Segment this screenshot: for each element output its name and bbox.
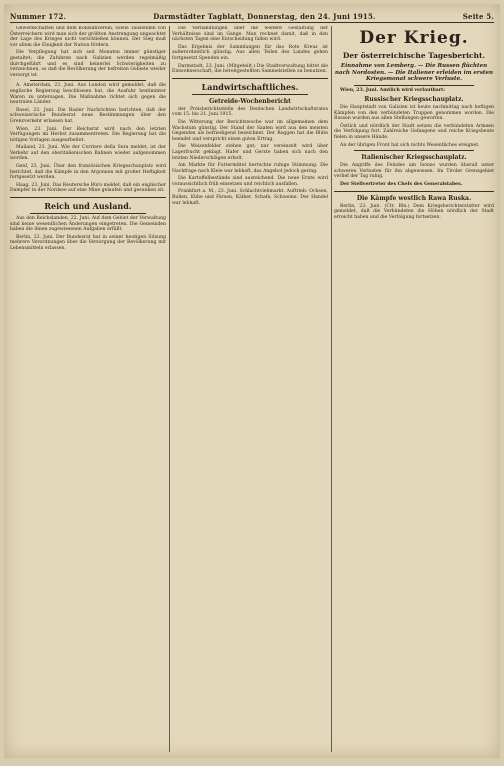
war-summary: Einnahme von Lemberg. — Die Russen flüchten nach Nordosten. — Die Italiener erleiden im ersten Kriegsmonat schwere Verluste.: [335, 63, 493, 82]
divider: [354, 150, 474, 151]
article-paragraph: Am Markte für Futtermittel herrschte ruhige Stimmung. Die Nachfrage nach Kleie war lebhaft, das Angebot jedoch gering.: [172, 163, 328, 174]
article-paragraph: Die Angriffe des Feindes am Isonzo wurden überall unter schweren Verlusten für ihn abgewiesen. Im Tiroler Grenzgebiet verlief der Tag ruhig.: [334, 163, 494, 180]
divider: [30, 213, 146, 214]
article-paragraph: Gewerkschaften und dem Konsumverein, sowie Tausenden von Österreichern wird man sich der größten Anstrengung ungeachtet der Lage des Krieges nicht verschließen können. Der Sieg muß vor allem die Einigkeit der Nation fördern.: [10, 26, 166, 48]
column-rule: [169, 26, 170, 752]
article-paragraph: der Preisberichtsstelle des Deutschen Landwirtschaftsrates vom 15. bis 21. Juni 1915.: [172, 106, 328, 118]
article-paragraph: Basel, 23. Juni. Die Basler Nachrichten berichten, daß der schweizerische Bundesrat neue Bestimmungen über den Grenzverkehr erlassen hat.: [10, 107, 166, 124]
dateline: Wien, 23. Juni. Amtlich wird verlautbart:: [340, 87, 445, 93]
war-headline: Der Krieg.: [359, 28, 469, 48]
page-number: Seite 5.: [462, 11, 494, 21]
section-heading: Reich und Ausland.: [44, 201, 132, 212]
article-paragraph: Das Ergebnis der Sammlungen für das Rote Kreuz ist außerordentlich günstig. Aus allen Teilen des Landes gehen fortgesetzt Spenden ein.: [172, 44, 328, 61]
divider: [30, 80, 146, 81]
section-subheading: Italienischer Kriegsschauplatz.: [361, 154, 467, 162]
article-paragraph: Berlin, 23. Juni. (Ctr. Bln.) Dem Kriegsberichterstatter wird gemeldet, daß die Verbündeten die Höhen nördlich der Stadt erreicht haben und die Verfolgung fortsetzen.: [334, 203, 494, 220]
article-paragraph: Die Verpflegung hat sich seit Monaten immer günstiger gestaltet; die Zufuhren nach Galizien werden regelmäßig durchgeführt und es sind keinerlei Schwierigkeiten zu verzeichnen, so daß die Bevölkerung der befreiten Gebiete wieder versorgt ist.: [10, 50, 166, 78]
issue-number: Nummer 172.: [10, 11, 67, 21]
newspaper-page: [4, 4, 500, 758]
article-paragraph: Genf, 23. Juni. Über den französischen Kriegsschauplatz wird berichtet, daß die Kämpfe in den Argonnen mit großer Heftigkeit fortgesetzt werden.: [10, 164, 166, 181]
article-paragraph: Die Verhandlungen über die weitere Gestaltung der Verhältnisse sind im Gange. Man rechnet damit, daß in den nächsten Tagen eine Entscheidung fallen wird.: [172, 26, 328, 43]
divider: [172, 78, 328, 79]
section-subheading: Getreide-Wochenbericht: [209, 97, 291, 105]
section-subheading: Die Kämpfe westlich Rawa Ruska.: [356, 194, 472, 202]
article-paragraph: A. Amsterdam, 23. Juni. Aus London wird gemeldet, daß die englische Regierung beschlossen hat, die Ausfuhr bestimmter Waren zu untersagen. Die Maßnahme richtet sich gegen die neutralen Länder.: [10, 83, 166, 106]
divider: [334, 191, 494, 192]
divider: [354, 85, 474, 86]
article-paragraph: Östlich und nördlich der Stadt setzen die verbündeten Armeen die Verfolgung fort. Zahlreiche Gefangene und reiche Kriegsbeute fielen in unsere Hände.: [334, 123, 494, 141]
article-paragraph: Berlin, 23. Juni. Der Bundesrat hat in seiner heutigen Sitzung mehrere Verordnungen über die Versorgung der Bevölkerung mit Lebensmitteln erlassen.: [10, 234, 166, 251]
article-paragraph: Darmstadt, 23. Juni. (Mitgeteilt.) Die Stadtverwaltung bittet die Einwohnerschaft, die bereitgestellten Sammelstellen zu benutzen.: [172, 63, 328, 75]
column-rule: [331, 26, 332, 752]
article-paragraph: Aus den Reichslanden, 22. Juni. Auf dem Gebiet der Verwaltung sind keine wesentlichen Änderungen eingetreten. Die Gemeinden haben die ihnen zugewiesenen Aufgaben erfüllt.: [10, 216, 166, 233]
masthead: [10, 10, 494, 23]
article-paragraph: Haag, 23. Juni. Das Reutersche Büro meldet, daß ein englischer Dampfer in der Nordsee auf eine Mine gelaufen und gesunken ist.: [10, 182, 166, 194]
article-paragraph: Frankfurt a. M., 23. Juni. Schlachtviehmarkt. Auftrieb: Ochsen, Bullen, Kühe und Färsen, Kälber, Schafe, Schweine. Der Handel war lebhaft.: [172, 189, 328, 206]
paper-title-date: Darmstädter Tagblatt, Donnerstag, den 24. Juni 1915.: [153, 11, 376, 21]
signature-line: Der Stellvertreter des Chefs des Generalstabes.: [340, 182, 463, 188]
article-paragraph: Wien, 23. Juni. Der Reichsrat wird nach den letzten Verfügungen im Herbst zusammentreten. Die Regierung hat die nötigen Vorlagen ausgearbeitet.: [10, 126, 166, 143]
column-1: [10, 26, 166, 752]
section-subheading: Russischer Kriegsschauplatz.: [364, 96, 464, 104]
column-3: [334, 26, 494, 752]
divider: [192, 94, 308, 95]
section-heading: Landwirtschaftliches.: [201, 81, 299, 92]
article-paragraph: Die Witterung der Berichtswoche war im allgemeinen dem Wachstum günstig. Der Stand der Saaten wird aus den meisten Gegenden als befriedigend bezeichnet. Der Roggen hat die Blüte beendet und verspricht einen guten Ertrag.: [172, 119, 328, 142]
article-paragraph: Die Kartoffelbestände sind ausreichend. Die neue Ernte wird voraussichtlich früh einsetzen und reichlich ausfallen.: [172, 176, 328, 187]
article-paragraph: Die Hauptstadt von Galizien ist heute nachmittag nach heftigen Kämpfen von den verbündeten Truppen genommen worden. Die Russen wurden aus allen Stellungen geworfen.: [334, 105, 494, 122]
war-deck: Der österreichische Tagesbericht.: [342, 51, 486, 60]
article-paragraph: Die Weizenfelder stehen gut; nur vereinzelt wird über Lagerfrucht geklagt. Hafer und Gerste haben sich nach den letzten Niederschlägen erholt.: [172, 144, 328, 161]
article-paragraph: An der übrigen Front hat sich nichts Wesentliches ereignet.: [340, 142, 480, 148]
divider: [10, 197, 166, 198]
column-2: [172, 26, 328, 752]
article-paragraph: Mailand, 23. Juni. Wie der Corriere della Sera meldet, ist der Verkehr auf den oberitalienischen Bahnen wieder aufgenommen worden.: [10, 145, 166, 162]
